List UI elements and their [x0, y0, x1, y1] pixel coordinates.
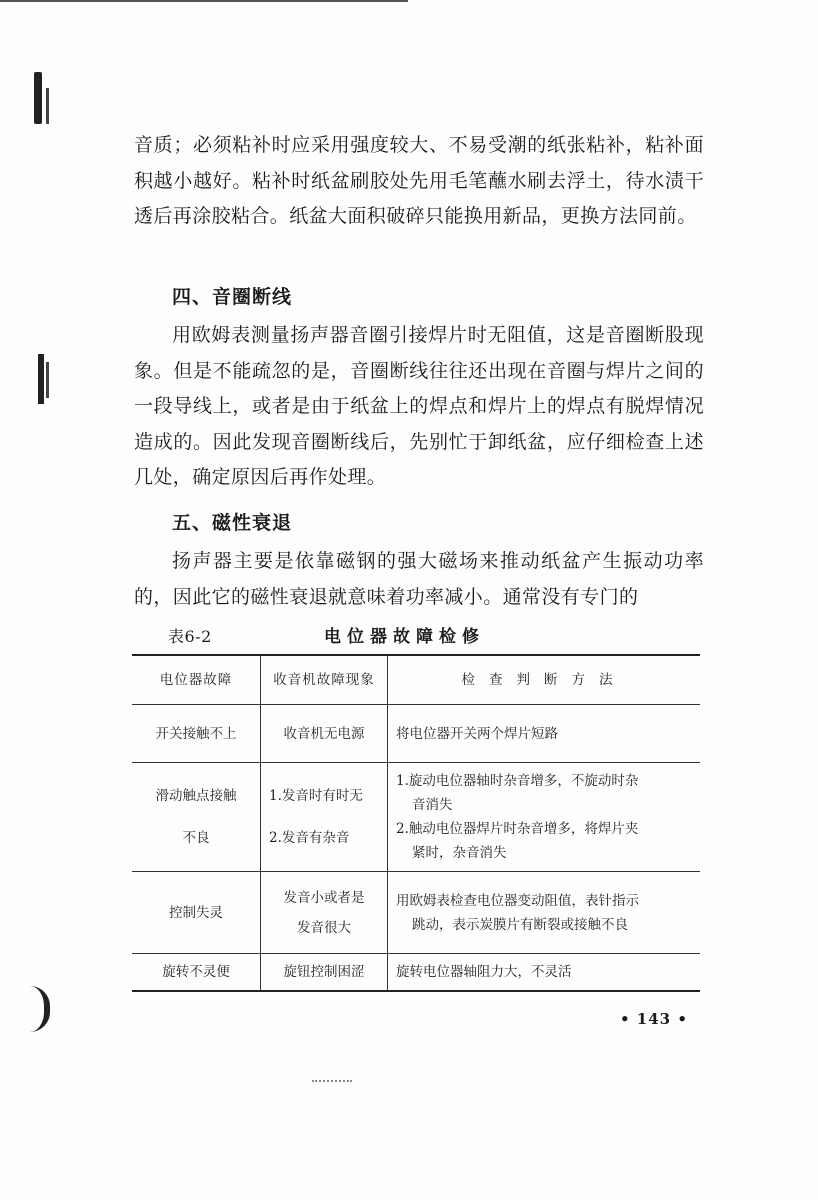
cell-method-line: 紧时，杂音消失 [412, 845, 507, 861]
binding-mark-top-secondary [46, 88, 49, 124]
table-row [132, 705, 700, 763]
top-edge-rule [0, 0, 408, 2]
paragraph-paper-cone-repair: 音质；必须粘补时应采用强度较大、不易受潮的纸张粘补，粘补面积越小越好。粘补时纸盆刷胶处先用毛笔蘸水刷去浮土，待水渍干透后再涂胶粘合。纸盆大面积破碎只能换用新品，更换方法同前。 [134, 134, 704, 227]
cell-fault-line: 不良 [182, 830, 210, 846]
cell-fault: 开关接触不上 [132, 705, 261, 763]
cell-symptom: 旋钮控制困涩 [261, 954, 388, 992]
cell-symptom [261, 872, 388, 954]
table-number: 表6-2 [168, 627, 212, 646]
cell-symptom-line: 发音小或者是 [283, 889, 365, 906]
section-heading-voice-coil: 四、音圈断线 [172, 286, 293, 308]
page-number: • 143 • [620, 1010, 688, 1028]
cell-method: 旋转电位器轴阻力大，不灵活 [388, 954, 701, 992]
table-title: 电位器故障检修 [324, 627, 485, 647]
cell-method-line: 2.触动电位器焊片时杂音增多，将焊片夹 [396, 821, 639, 837]
cell-symptom [261, 763, 388, 872]
table-row [132, 954, 700, 992]
cell-method-line: 跳动，表示炭膜片有断裂或接触不良 [412, 916, 628, 933]
cell-method [388, 872, 701, 954]
binding-mark-middle-secondary [46, 362, 49, 398]
cell-method-line: 1.旋动电位器轴时杂音增多，不旋动时杂 [396, 773, 639, 789]
cell-symptom: 收音机无电源 [261, 705, 388, 763]
binding-mark-top [34, 72, 42, 124]
table-row [132, 872, 700, 954]
cell-symptom-line: 1.发音时有时无 [269, 788, 363, 804]
table-row [132, 763, 700, 872]
scan-dots [312, 1080, 352, 1084]
paragraph-magnetism: 扬声器主要是依靠磁钢的强大磁场来推动纸盆产生振动功率的，因此它的磁性衰退就意味着功率减小。通常没有专门的 [134, 550, 704, 608]
header-fault: 电位器故障 [132, 655, 261, 705]
cell-symptom-line: 2.发音有杂音 [269, 830, 350, 846]
cell-fault: 旋转不灵便 [132, 954, 261, 992]
cell-method: 将电位器开关两个焊片短路 [388, 705, 701, 763]
header-method: 检查判断方法 [388, 655, 701, 705]
binding-mark-bottom [30, 986, 50, 1032]
cell-fault: 控制失灵 [132, 872, 261, 954]
section-heading-magnetism: 五、磁性衰退 [172, 512, 293, 534]
cell-method [388, 763, 701, 872]
cell-fault-line: 滑动触点接触 [155, 788, 237, 804]
cell-symptom-line: 发音很大 [297, 919, 351, 936]
header-symptom: 收音机故障现象 [261, 655, 388, 705]
table-header-row [132, 655, 700, 705]
paragraph-voice-coil: 用欧姆表测量扬声器音圈引接焊片时无阻值，这是音圈断股现象。但是不能疏忽的是，音圈断线往往还出现在音圈与焊片之间的一段导线上，或者是由于纸盆上的焊点和焊片上的焊点有脱焊情况造成的。因此发现音圈断线后，先别忙于卸纸盆，应仔细检查上述几处，确定原因后再作处理。 [134, 324, 704, 488]
cell-method-line: 音消失 [412, 797, 453, 813]
binding-mark-middle [38, 354, 44, 404]
cell-fault [132, 763, 261, 872]
cell-method-line: 用欧姆表检查电位器变动阻值，表针指示 [396, 892, 639, 909]
potentiometer-fault-table [132, 654, 700, 992]
